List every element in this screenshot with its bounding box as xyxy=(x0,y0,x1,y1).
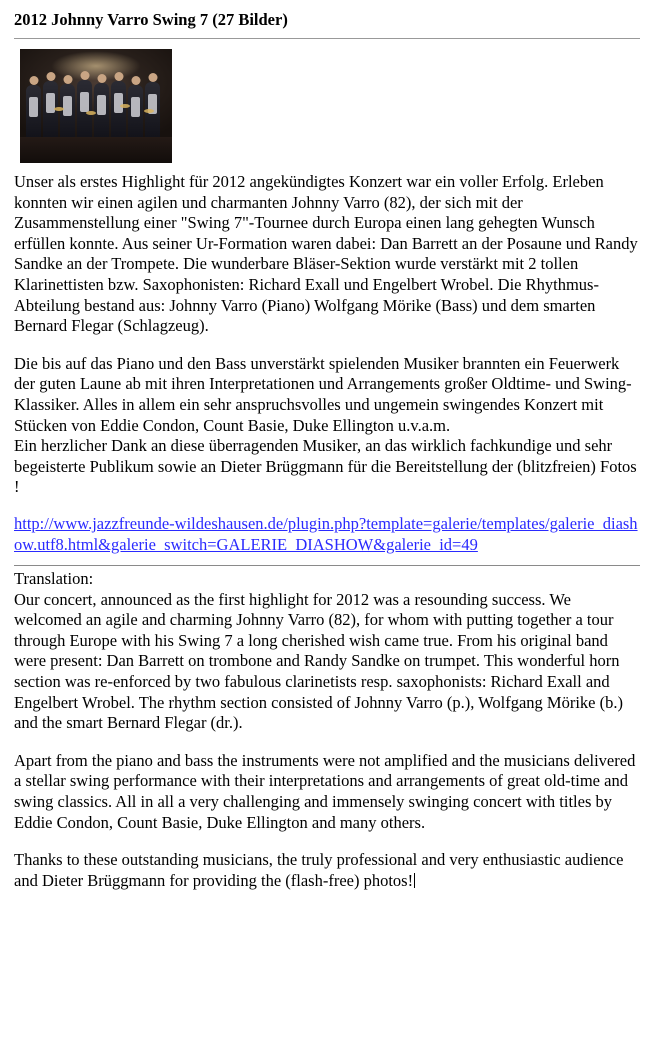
instrument-highlight xyxy=(144,109,154,113)
instrument-highlight xyxy=(54,107,64,111)
german-paragraph-2: Die bis auf das Piano und den Bass unverstärkt spielenden Musiker brannten ein Feuerwerk der guten Laune ab mit ihren Interpretationen und Arrangements großer Oldtime- und Swing-Klassiker. Alles in allem ein sehr anspruchsvolles und ungemein swingendes Konzert mit Stücken von Eddie Condon, Count Basie, Duke Ellington u.v.a.m. xyxy=(14,353,632,435)
band-photo xyxy=(20,49,172,163)
instrument-highlight xyxy=(120,104,130,108)
musician-figure xyxy=(43,81,58,141)
paragraph-spacer xyxy=(14,337,640,354)
musician-silhouettes xyxy=(24,69,168,141)
musician-figure xyxy=(26,85,41,141)
instrument-highlight xyxy=(86,111,96,115)
gallery-link[interactable]: http://www.jazzfreunde-wildeshausen.de/plugin.php?template=galerie/templates/galerie_diashow.utf8.html&galerie_switch=GALERIE_DIASHOW&galerie_id=49 xyxy=(14,513,638,554)
paragraph-spacer xyxy=(14,833,640,850)
translation-paragraph-2: Apart from the piano and bass the instruments were not amplified and the musicians delivered a stellar swing performance with their interpretations and arrangements of great old-time and swing classics. All in all a very challenging and immensely swinging concert with titles by Eddie Condon, Count Basie, Duke Ellington and many others. xyxy=(14,750,636,832)
paragraph-spacer xyxy=(14,734,640,751)
musician-figure xyxy=(60,84,75,141)
text-cursor xyxy=(414,873,415,888)
german-text-block xyxy=(14,172,640,498)
translation-paragraph-1: Our concert, announced as the first highlight for 2012 was a resounding success. We welcomed an agile and charming Johnny Varro (82), for whom with putting together a tour through Europe with his Swing 7 a long cherished wish came true. From his original band were present: Dan Barrett on trombone and Randy Sandke on trumpet. This wonderful horn section was re-enforced by two fabulous clarinetists resp. saxophonists: Richard Exall and Engelbert Wrobel. The rhythm section consisted of Johnny Varro (p.), Wolfgang Mörike (b.) and the smart Bernard Flegar (dr.). xyxy=(14,589,623,733)
title-divider xyxy=(14,38,640,39)
musician-figure xyxy=(111,81,126,141)
translation-divider xyxy=(14,565,640,566)
translation-block xyxy=(14,569,640,891)
musician-figure xyxy=(94,83,109,141)
german-paragraph-1: Unser als erstes Highlight für 2012 angekündigtes Konzert war ein voller Erfolg. Erleben konnten wir einen agilen und charmanten Johnny Varro (82), der sich mit der Zusammenstellung einer "Swing 7"-Tournee durch Europa einen lang gehegten Wunsch erfüllen konnte. Aus seiner Ur-Formation waren dabei: Dan Barrett an der Posaune und Randy Sandke an der Trompete. Die wunderbare Bläser-Sektion wurde verstärkt mit 2 tollen Klarinettisten bzw. Saxophonisten: Richard Exall und Engelbert Wrobel. Die Rhythmus-Abteilung bestand aus: Johnny Varro (Piano) Wolfgang Mörike (Bass) und dem smarten Bernard Flegar (Schlagzeug). xyxy=(14,172,638,336)
gallery-link-block[interactable] xyxy=(14,514,640,555)
translation-paragraph-3-text: Thanks to these outstanding musicians, the truly professional and very enthusiastic audience and Dieter Brüggmann for providing the (flash-free) photos! xyxy=(14,850,624,890)
stage-floor xyxy=(20,137,172,163)
translation-paragraph-3 xyxy=(14,850,640,891)
german-paragraph-3: Ein herzlicher Dank an diese überragenden Musiker, an das wirklich fachkundige und sehr begeisterte Publikum sowie an Dieter Brüggmann für die Bereitstellung der (blitzfreien) Fotos ! xyxy=(14,436,637,497)
page-title: 2012 Johnny Varro Swing 7 (27 Bilder) xyxy=(14,10,288,29)
translation-heading: Translation: xyxy=(14,569,94,589)
musician-figure xyxy=(128,85,143,141)
